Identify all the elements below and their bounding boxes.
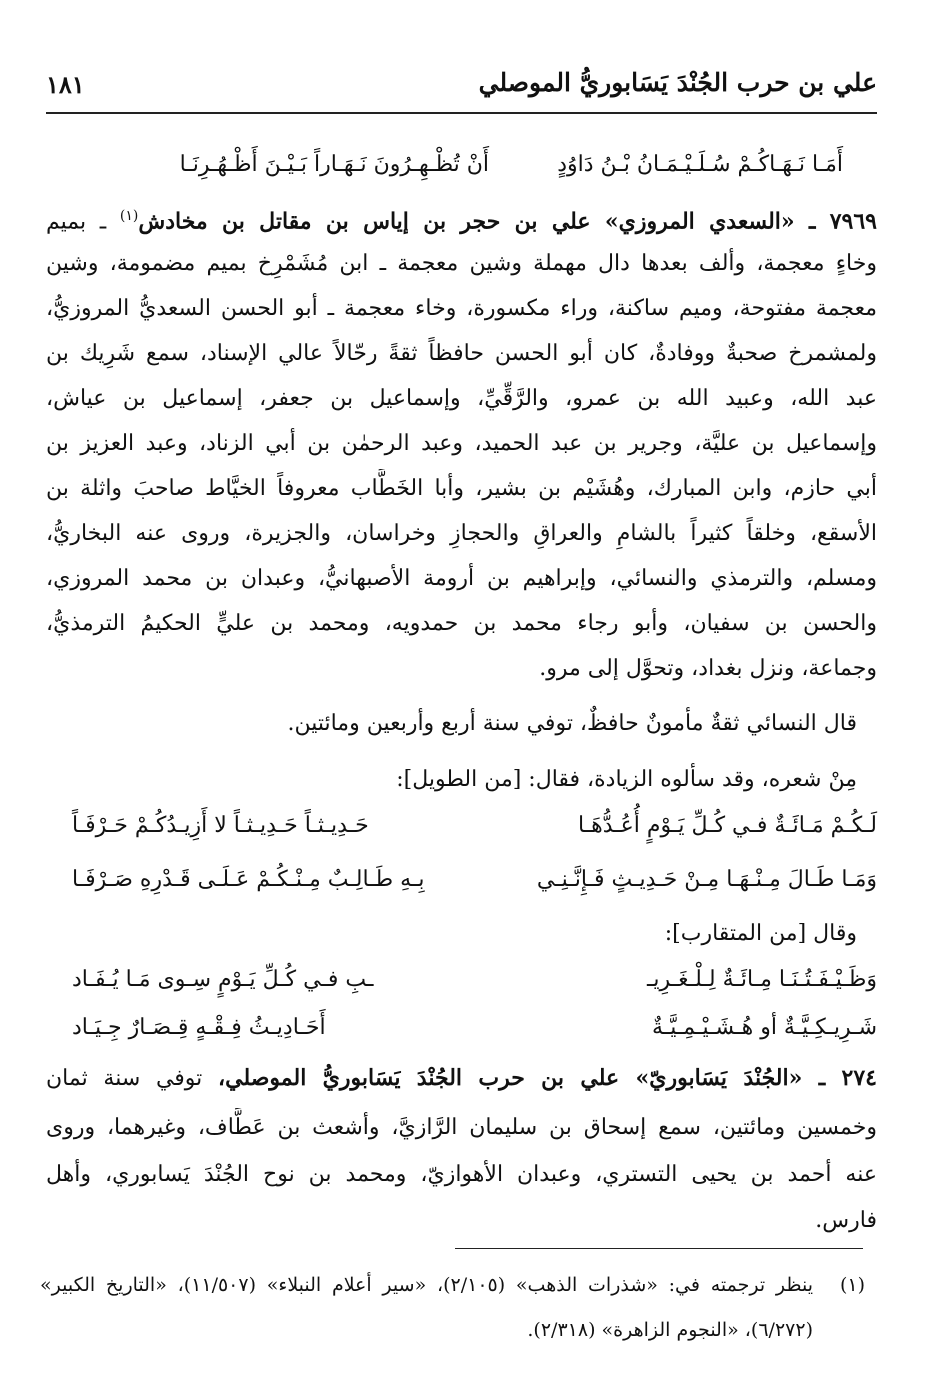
entry-274-line-2: عنه أحمد بن يحيى التستري، وعبدان الأهوازيّ، ومحمد بن نوح الجُنْدَ يَسابوري، وأهل bbox=[46, 1162, 877, 1187]
nasai-statement: قال النسائي ثقةٌ مأمونٌ حافظٌ، توفي سنة أربع وأربعين ومائتين. bbox=[287, 711, 857, 736]
poem-2-verse-2-right: شَـرِيـكِـيَّـةٌ أو هُـشَـيْـمِـيَّـةٌ bbox=[651, 1015, 877, 1040]
footnote-line-1: ينظر ترجمته في: «شذرات الذهب» (٢/١٠٥)، «سير أعلام النبلاء» (١١/٥٠٧)، «التاريخ الكبير» bbox=[40, 1274, 814, 1296]
poem-1-verse-1-left: حَـدِيـثـاً حَـدِيـثـاً لا أَزِيـدُكُـمْ حَـرْفَـاً bbox=[72, 813, 369, 838]
entry-7969-line-1: وخاءٍ معجمة، وألف بعدها دال مهملة وشين معجمة ـ ابن مُشَمْرِخ بميم مضمومة، وشين bbox=[46, 251, 877, 276]
footnote-reference[interactable]: (١) bbox=[119, 208, 139, 224]
footnote-line-2: (٦/٢٧٢)، «النجوم الزاهرة» (٢/٣١٨). bbox=[527, 1319, 813, 1341]
entry-274-line-1: وخمسين ومائتين، سمع إسحاق بن سليمان الرَّازيَّ، وأشعث بن عَطَّاف، وغيرهما، وروى bbox=[46, 1115, 877, 1140]
footnote-marker: (١) bbox=[839, 1274, 865, 1296]
opening-verse-right: أَنْ تُظْـهِـرُونَ نَـهَـاراً بَـيْـنَ أَظْـهُـرِنَـا bbox=[179, 152, 489, 177]
running-header bbox=[46, 62, 877, 114]
entry-7969-heading-line bbox=[46, 196, 877, 242]
poem-2-verse-1-left: ـبِ فـي كُـلِّ يَـوْمٍ سِـوى مَـا يُـفَـاد bbox=[72, 967, 374, 992]
entry-274-heading-line bbox=[46, 1058, 877, 1099]
poem-2-verse-2-left: أَحَـادِيـثُ فِـقْـهٍ قِـصَـارٌ جِـيَـاد bbox=[72, 1015, 326, 1040]
opening-verse-left: أَمَـا نَـهَـاكُـمْ سُـلَـيْـمَـانُ بْـنُ دَاوُدٍ bbox=[557, 152, 843, 177]
poetry-intro-2: وقال [من المتقارب]: bbox=[664, 921, 857, 946]
entry-7969-heading: ٧٩٦٩ ـ «السعدي المروزي» علي بن حجر بن إياس بن مقاتل بن مخادش bbox=[138, 208, 877, 235]
poem-1-verse-1-right: لَـكُـمْ مَـائَـةٌ فـي كُـلِّ يَـوْمٍ أُعُـدُّهَـا bbox=[577, 813, 877, 838]
footnote-divider bbox=[455, 1248, 863, 1249]
entry-7969-line-3: ولمشمرخ صحبةٌ ووفادةٌ، كان أبو الحسن حافظاً ثقةً رحّالاً عالي الإسناد، سمع شَرِيك بن bbox=[46, 341, 877, 366]
poem-2-verse-1-right: وَظَـيْـفَـتُـنَـا مِـائَـةٌ لِـلْـغَـرِيـ bbox=[646, 967, 877, 992]
page-number: ١٨١ bbox=[46, 70, 85, 99]
poem-1-verse-2-right: وَمَـا طَـالَ مِـنْـهَـا مِـنْ حَـدِيـثٍ فَـإِنَّـنِـي bbox=[536, 867, 877, 892]
entry-274-heading: ٢٧٤ ـ «الجُنْدَ يَسَابوريّ» علي بن حرب الجُنْدَ يَسَابوريُّ الموصلي، bbox=[218, 1065, 877, 1091]
poetry-intro-1: مِنْ شعره، وقد سألوه الزيادة، فقال: [من الطويل]: bbox=[396, 767, 857, 792]
poem-1-verse-2-left: بِـهِ طَـالِـبٌ مِـنْـكُـمْ عَـلَـى قَـدْرِهِ صَـرْفَـا bbox=[72, 867, 425, 892]
entry-274-line-3: فارس. bbox=[815, 1208, 877, 1233]
entry-7969-line-8: ومسلم، والترمذي والنسائي، وإبراهيم بن أرومة الأصبهانيُّ، وعبدان بن محمد المروزي، bbox=[46, 566, 877, 591]
entry-7969-line-2: معجمة مفتوحة، وميم ساكنة، وراء مكسورة، وخاء معجمة ـ أبو الحسن السعديُّ المروزيُّ، bbox=[46, 296, 877, 321]
entry-7969-line-10: وجماعة، ونزل بغداد، وتحوَّل إلى مرو. bbox=[539, 656, 877, 681]
entry-7969-line-6: أبي حازم، وابن المبارك، وهُشَيْم بن بشير، وأبا الخَطَّاب معروفاً الخيَّاط صاحبَ واثلة بن bbox=[46, 476, 877, 501]
running-title: علي بن حرب الجُنْدَ يَسَابوريُّ الموصلي bbox=[478, 68, 877, 97]
entry-7969-line-5: وإسماعيل بن عليَّة، وجرير بن عبد الحميد، وعبد الرحمٰن بن أبي الزناد، وعبد العزيز بن bbox=[46, 431, 877, 456]
entry-274-heading-rest: توفي سنة ثمان bbox=[46, 1066, 218, 1091]
entry-7969-line-4: عبد الله، وعبيد الله بن عمرو، والرَّقِّيِّ، وإسماعيل بن جعفر، إسماعيل بن عياش، bbox=[46, 386, 877, 411]
entry-7969-heading-tail: ـ بميم bbox=[46, 209, 120, 235]
entry-7969-line-7: الأسقع، وخلقاً كثيراً بالشامِ والعراقِ والحجازِ وخراسان، والجزيرة، وروى عنه البخاريُّ، bbox=[46, 521, 877, 546]
entry-7969-line-9: والحسن بن سفيان، وأبو رجاء محمد بن حمدويه، ومحمد بن عليٍّ الحكيمُ الترمذيُّ، bbox=[46, 611, 877, 636]
